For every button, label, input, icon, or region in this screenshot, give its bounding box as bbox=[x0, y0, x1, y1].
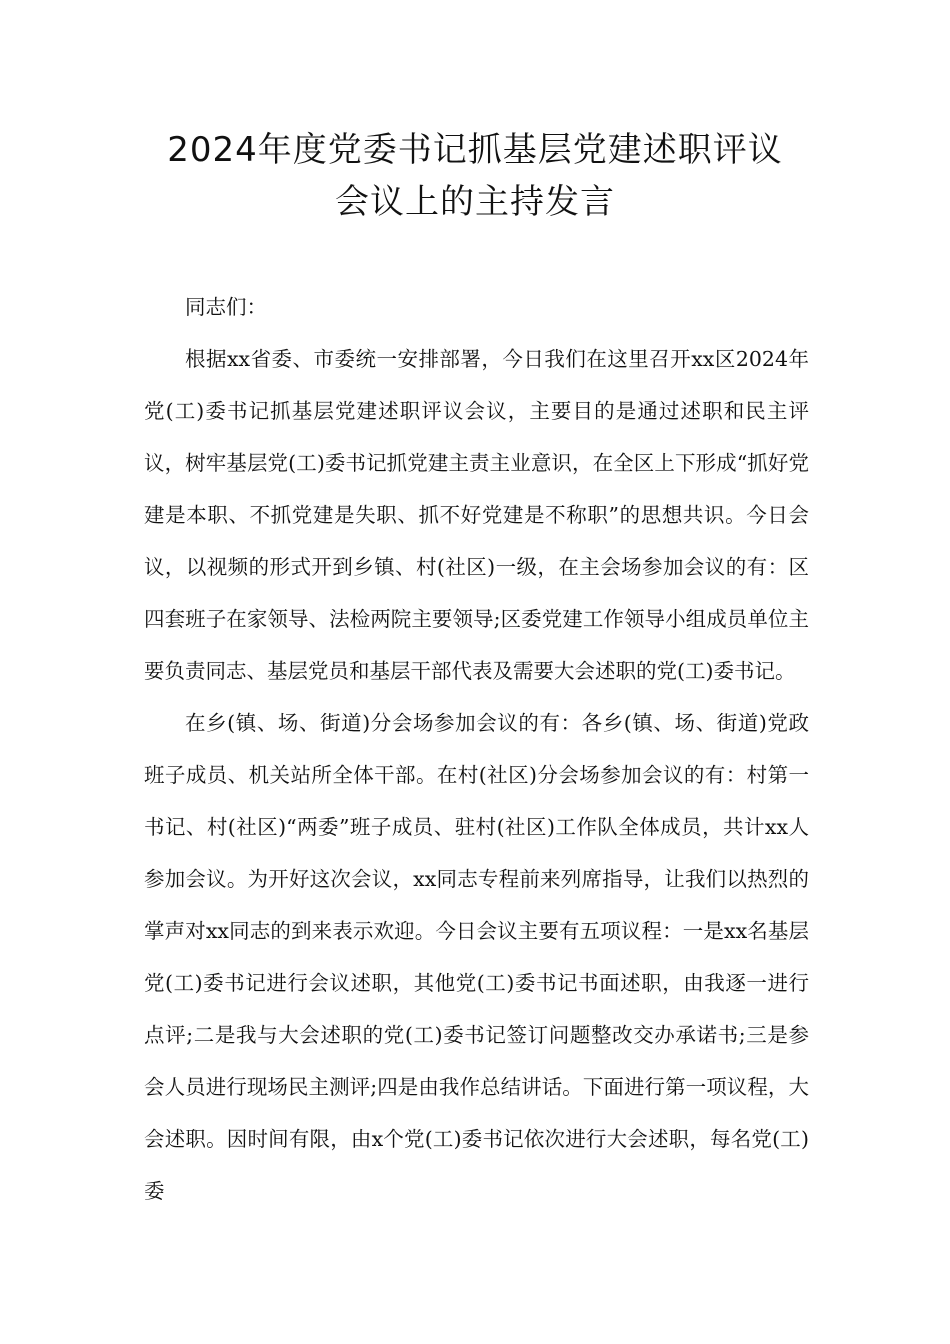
paragraph-1: 根据xx省委、市委统一安排部署，今日我们在这里召开xx区2024年党(工)委书记抓基层党建述职评议会议，主要目的是通过述职和民主评议，树牢基层党(工)委书记抓党建主责主业意识，在全区上下形成“抓好党建是本职、不抓党建是失职、抓不好党建是不称职”的思想共识。今日会议，以视频的形式开到乡镇、村(社区)一级，在主会场参加会议的有：区四套班子在家领导、法检两院主要领导;区委党建工作领导小组成员单位主要负责同志、基层党员和基层干部代表及需要大会述职的党(工)委书记。 bbox=[144, 347, 809, 683]
title-line-2: 会议上的主持发言 bbox=[335, 182, 615, 222]
document-title bbox=[120, 124, 830, 228]
salutation: 同志们： bbox=[185, 295, 267, 319]
title-line-1: 2024年度党委书记抓基层党建述职评议 bbox=[167, 130, 783, 170]
document-body bbox=[144, 281, 809, 1217]
paragraph-2: 在乡(镇、场、街道)分会场参加会议的有：各乡(镇、场、街道)党政班子成员、机关站所全体干部。在村(社区)分会场参加会议的有：村第一书记、村(社区)“两委”班子成员、驻村(社区)工作队全体成员，共计xx人参加会议。为开好这次会议，xx同志专程前来列席指导，让我们以热烈的掌声对xx同志的到来表示欢迎。今日会议主要有五项议程：一是xx名基层党(工)委书记进行会议述职，其他党(工)委书记书面述职，由我逐一进行点评;二是我与大会述职的党(工)委书记签订问题整改交办承诺书;三是参会人员进行现场民主测评;四是由我作总结讲话。下面进行第一项议程，大会述职。因时间有限，由x个党(工)委书记依次进行大会述职，每名党(工)委 bbox=[144, 711, 809, 1203]
